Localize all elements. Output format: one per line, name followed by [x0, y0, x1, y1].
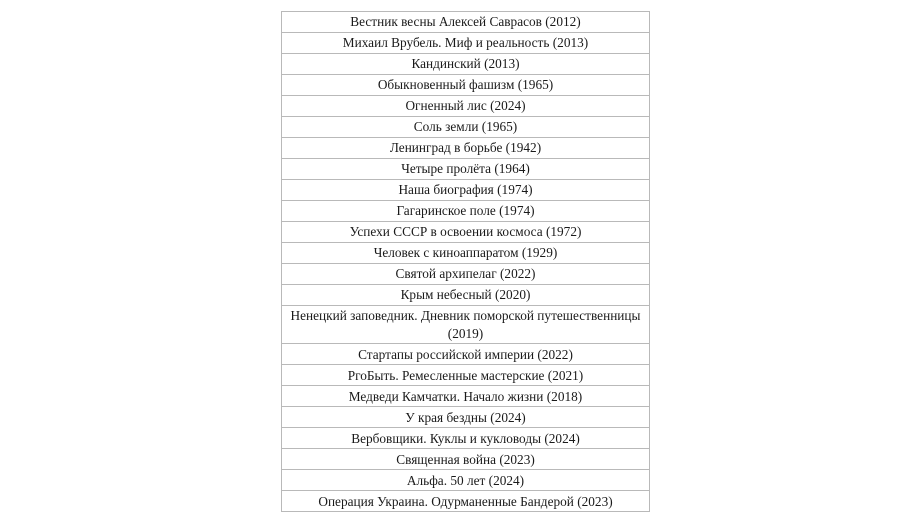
film-title-cell: Ленинград в борьбе (1942): [282, 138, 650, 159]
film-title-cell: Вестник весны Алексей Саврасов (2012): [282, 12, 650, 33]
table-row: [282, 386, 650, 407]
film-title-cell: Святой архипелаг (2022): [282, 264, 650, 285]
table-row: [282, 222, 650, 243]
table-row: [282, 159, 650, 180]
table-row: [282, 264, 650, 285]
film-title-cell: Наша биография (1974): [282, 180, 650, 201]
film-title-cell: Крым небесный (2020): [282, 285, 650, 306]
table-row: [282, 344, 650, 365]
table-row: [282, 96, 650, 117]
film-list-table-body: [282, 12, 650, 512]
film-title-cell: У края бездны (2024): [282, 407, 650, 428]
film-title-cell: РгоБыть. Ремесленные мастерские (2021): [282, 365, 650, 386]
film-title-cell: Четыре пролёта (1964): [282, 159, 650, 180]
film-title-cell: Обыкновенный фашизм (1965): [282, 75, 650, 96]
film-title-cell: Кандинский (2013): [282, 54, 650, 75]
table-row: [282, 428, 650, 449]
table-row: [282, 117, 650, 138]
film-list-table-wrapper: [281, 11, 650, 512]
table-row: [282, 75, 650, 96]
film-title-cell: Вербовщики. Куклы и кукловоды (2024): [282, 428, 650, 449]
table-row: [282, 449, 650, 470]
table-row: [282, 365, 650, 386]
table-row: [282, 407, 650, 428]
film-title-cell: Операция Украина. Одурманенные Бандерой (2023): [282, 491, 650, 512]
film-title-cell: Успехи СССР в освоении космоса (1972): [282, 222, 650, 243]
film-title-cell: Священная война (2023): [282, 449, 650, 470]
film-title-cell: Гагаринское поле (1974): [282, 201, 650, 222]
film-list-table: [281, 11, 650, 512]
table-row: [282, 33, 650, 54]
table-row: [282, 285, 650, 306]
film-title-cell: Медведи Камчатки. Начало жизни (2018): [282, 386, 650, 407]
table-row: [282, 243, 650, 264]
table-row: [282, 180, 650, 201]
table-row: [282, 306, 650, 344]
table-row: [282, 54, 650, 75]
table-row: [282, 470, 650, 491]
film-title-cell: Михаил Врубель. Миф и реальность (2013): [282, 33, 650, 54]
table-row: [282, 491, 650, 512]
film-title-cell: Человек с киноаппаратом (1929): [282, 243, 650, 264]
film-title-cell: Альфа. 50 лет (2024): [282, 470, 650, 491]
table-row: [282, 138, 650, 159]
table-row: [282, 201, 650, 222]
film-title-cell: Огненный лис (2024): [282, 96, 650, 117]
film-title-cell: Соль земли (1965): [282, 117, 650, 138]
film-title-cell: Стартапы российской империи (2022): [282, 344, 650, 365]
film-title-cell: Ненецкий заповедник. Дневник поморской путешественницы (2019): [282, 306, 650, 344]
table-row: [282, 12, 650, 33]
